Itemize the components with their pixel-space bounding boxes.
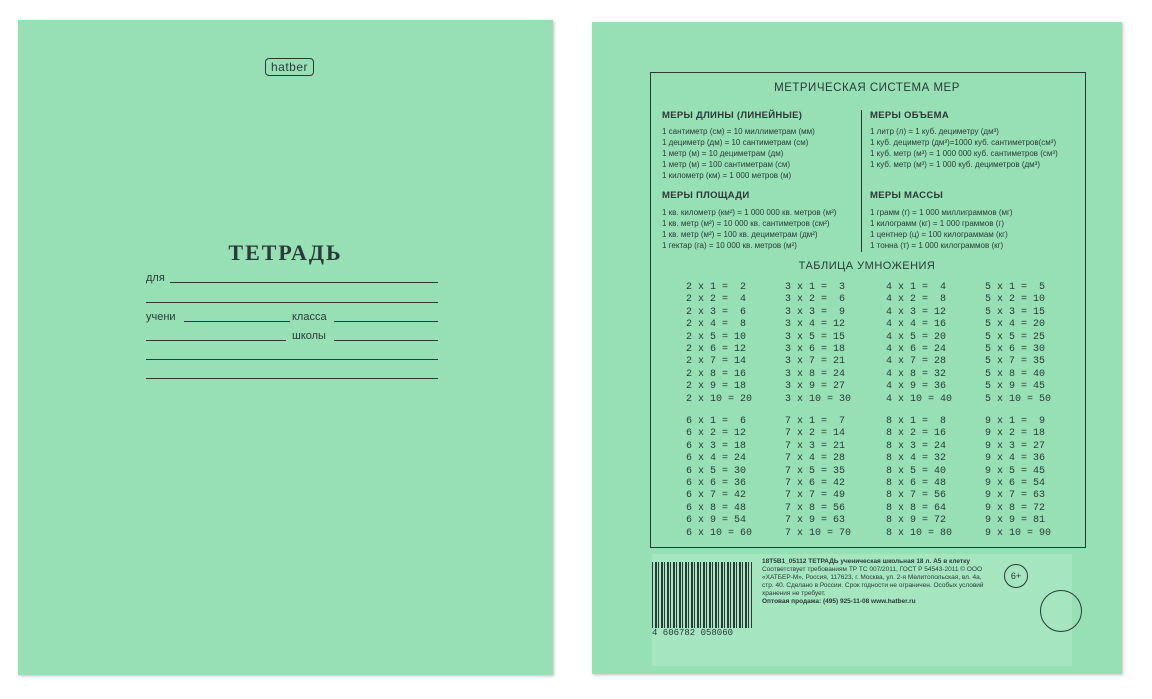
age-rating-badge: 6+	[1004, 564, 1028, 588]
barcode-number: 4 606782 058060	[652, 628, 734, 638]
quality-seal-icon	[1040, 590, 1082, 632]
barcode-image	[652, 562, 752, 628]
label-for: для	[146, 272, 165, 284]
line-class	[334, 321, 438, 322]
volume-title: МЕРЫ ОБЪЕМА	[870, 110, 950, 121]
area-title: МЕРЫ ПЛОЩАДИ	[662, 190, 750, 201]
notebook-front-cover	[18, 20, 553, 675]
metric-heading: МЕТРИЧЕСКАЯ СИСТЕМА МЕР	[774, 82, 960, 94]
label-class: класса	[292, 311, 327, 323]
volume-lines: 1 литр (л) = 1 куб. дециметру (дм³) 1 куб. дециметр (дм³)=1000 куб. сантиметров(см³) 1 куб. метр (м³) = 1 000 000 куб. сантиметров (см³) 1 куб. метр (м³) = 1 000 куб. дециметров (дм³)	[870, 127, 1058, 169]
mult-column-5: 5 x 1 = 5 5 x 2 = 10 5 x 3 = 15 5 x 4 = 20 5 x 5 = 25 5 x 6 = 30 5 x 7 = 35 5 x 8 = 40 5 x 9 = 45 5 x 10 = 50	[985, 282, 1052, 405]
line-for-2	[146, 302, 438, 303]
mult-column-3: 3 x 1 = 3 3 x 2 = 6 3 x 3 = 9 3 x 4 = 12 3 x 5 = 15 3 x 6 = 18 3 x 7 = 21 3 x 8 = 24 3 x 9 = 27 3 x 10 = 30	[785, 282, 852, 405]
cover-title: ТЕТРАДЬ	[228, 240, 343, 265]
line-student	[184, 321, 290, 322]
line-blank-1	[146, 359, 438, 360]
length-lines: 1 сантиметр (см) = 10 миллиметрам (мм) 1 дециметр (дм) = 10 сантиметрам (см) 1 метр (м) = 10 дециметрам (дм) 1 метр (м) = 100 сантиметрам (см) 1 километр (км) = 1 000 метров (м)	[662, 127, 815, 180]
length-title: МЕРЫ ДЛИНЫ (ЛИНЕЙНЫЕ)	[662, 110, 803, 121]
mult-column-8: 8 x 1 = 8 8 x 2 = 16 8 x 3 = 24 8 x 4 = 32 8 x 5 = 40 8 x 6 = 48 8 x 7 = 56 8 x 8 = 64 8 x 9 = 72 8 x 10 = 80	[886, 416, 953, 539]
mass-lines: 1 грамм (г) = 1 000 миллиграммов (мг) 1 килограмм (кг) = 1 000 граммов (г) 1 центнер (ц) = 100 килограммам (кг) 1 тонна (т) = 1 000 килограммов (кг)	[870, 208, 1013, 250]
line-school	[334, 340, 438, 341]
notebook-back-cover	[592, 22, 1122, 674]
mult-column-7: 7 x 1 = 7 7 x 2 = 14 7 x 3 = 21 7 x 4 = 28 7 x 5 = 35 7 x 6 = 42 7 x 7 = 49 7 x 8 = 56 7 x 9 = 63 7 x 10 = 70	[785, 416, 852, 539]
mult-column-4: 4 x 1 = 4 4 x 2 = 8 4 x 3 = 12 4 x 4 = 16 4 x 5 = 20 4 x 6 = 24 4 x 7 = 28 4 x 8 = 32 4 x 9 = 36 4 x 10 = 40	[886, 282, 953, 405]
line-school-left	[146, 340, 286, 341]
mult-column-2: 2 x 1 = 2 2 x 2 = 4 2 x 3 = 6 2 x 4 = 8 2 x 5 = 10 2 x 6 = 12 2 x 7 = 14 2 x 8 = 16 2 x 9 = 18 2 x 10 = 20	[686, 282, 753, 405]
mult-column-9: 9 x 1 = 9 9 x 2 = 18 9 x 3 = 27 9 x 4 = 36 9 x 5 = 45 9 x 6 = 54 9 x 7 = 63 9 x 8 = 72 9 x 9 = 81 9 x 10 = 90	[985, 416, 1052, 539]
area-lines: 1 кв. километр (км²) = 1 000 000 кв. метров (м²) 1 кв. метр (м²) = 10 000 кв. сантиметров (см²) 1 кв. метр (м²) = 100 кв. дециметрам (дм²) 1 гектар (га) = 10 000 кв. метров (м²)	[662, 208, 837, 250]
brand-logo: hatber	[265, 58, 314, 76]
label-school: школы	[292, 330, 326, 342]
product-info-panel	[652, 554, 1072, 666]
line-blank-2	[146, 378, 438, 379]
mass-title: МЕРЫ МАССЫ	[870, 190, 944, 201]
line-for	[170, 282, 438, 283]
multiplication-title: ТАБЛИЦА УМНОЖЕНИЯ	[798, 260, 936, 272]
section-divider	[861, 110, 862, 252]
mult-column-6: 6 x 1 = 6 6 x 2 = 12 6 x 3 = 18 6 x 4 = 24 6 x 5 = 30 6 x 6 = 36 6 x 7 = 42 6 x 8 = 48 6 x 9 = 54 6 x 10 = 60	[686, 416, 753, 539]
product-info-text: 18Т5В1_05112 ТЕТРАДЬ ученическая школьная 18 л. А5 в клетку Соответствует требованиям ТР ТС 007/2011, ГОСТ Р 54543-2011 © ООО «ХАТБЕР-М», Россия, 117623, г. Москва, ул. 2-я Мелитопольская, вл. 4а, стр. 40. Сделано в России. Срок годности не ограничен. Особых условий хранения не требует. Оптовая продажа: (495) 925-11-08 www.hatber.ru	[762, 558, 984, 605]
label-student: учени	[146, 311, 176, 323]
